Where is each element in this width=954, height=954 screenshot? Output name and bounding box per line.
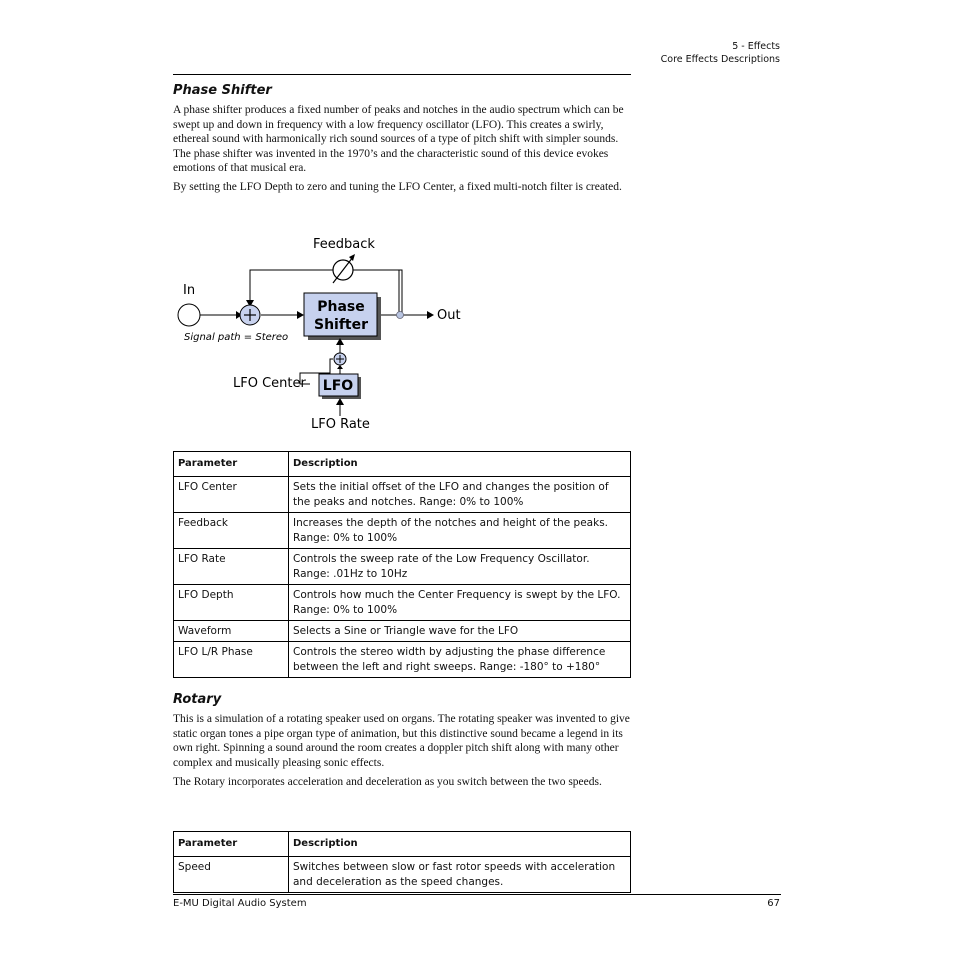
section-title-phase-shifter: Phase Shifter <box>173 83 272 98</box>
column-header-description: Description <box>289 832 631 857</box>
column-header-parameter: Parameter <box>174 452 289 477</box>
rotary-param-table <box>173 831 631 893</box>
table-row <box>174 585 631 621</box>
in-label: In <box>183 283 196 298</box>
header-chapter: 5 - Effects <box>732 41 780 52</box>
input-jack-icon <box>178 304 200 326</box>
footer-rule <box>173 894 781 895</box>
param-name: Speed <box>174 857 289 893</box>
param-name: LFO Center <box>174 477 289 513</box>
footer-title: E-MU Digital Audio System <box>173 898 307 909</box>
phase-shifter-param-table <box>173 451 631 678</box>
paragraph: This is a simulation of a rotating speaker used on organs. The rotating speaker was invented to give static organ tones a pipe organ type of animation, but this distinctive sound became a legend in its own right. Spinning a sound around the room creates a doppler pitch shift along with many other complex and musically pleasing sonic effects. <box>173 713 630 769</box>
paragraph: The Rotary incorporates acceleration and deceleration as you switch between the two speeds. <box>173 776 602 789</box>
column-header-parameter: Parameter <box>174 832 289 857</box>
table-row <box>174 549 631 585</box>
header-section: Core Effects Descriptions <box>660 54 780 65</box>
param-description: Sets the initial offset of the LFO and changes the position of the peaks and notches. Range: 0% to 100% <box>289 477 631 513</box>
paragraph: A phase shifter produces a fixed number of peaks and notches in the audio spectrum which can be swept up and down in frequency with a low frequency oscillator (LFO). This creates a swirly, ethereal sound with harmonically rich sound sources of a type of pitch shift with simpler sounds. The phase shifter was invented in the 1970’s and the characteristic sound of this device evokes emotions of that musical era. <box>173 104 624 175</box>
rotary-text <box>173 712 631 790</box>
lfo-block-label: LFO <box>322 378 354 394</box>
out-label: Out <box>437 308 461 323</box>
table-row <box>174 477 631 513</box>
param-description: Controls the stereo width by adjusting the phase difference between the left and right sweeps. Range: -180° to +180° <box>289 642 631 678</box>
lfo-rate-label: LFO Rate <box>311 417 370 432</box>
section-title-rotary: Rotary <box>173 692 222 707</box>
param-name: Feedback <box>174 513 289 549</box>
lfo-center-label: LFO Center <box>233 376 306 391</box>
table-row <box>174 513 631 549</box>
table-header-row <box>174 832 631 857</box>
table-header-row <box>174 452 631 477</box>
block-label-line1: Phase <box>317 299 365 315</box>
param-name: Waveform <box>174 621 289 642</box>
signal-path-label: Signal path = Stereo <box>184 332 289 343</box>
param-description: Controls the sweep rate of the Low Frequency Oscillator. Range: .01Hz to 10Hz <box>289 549 631 585</box>
paragraph: By setting the LFO Depth to zero and tuning the LFO Center, a fixed multi-notch filter is created. <box>173 180 622 193</box>
page-number: 67 <box>767 898 780 909</box>
block-label-line2: Shifter <box>313 317 369 333</box>
table-row <box>174 857 631 893</box>
param-description: Controls how much the Center Frequency is swept by the LFO. Range: 0% to 100% <box>289 585 631 621</box>
table-row <box>174 621 631 642</box>
table-row <box>174 642 631 678</box>
param-name: LFO L/R Phase <box>174 642 289 678</box>
column-header-description: Description <box>289 452 631 477</box>
param-description: Switches between slow or fast rotor speeds with acceleration and deceleration as the speed changes. <box>289 857 631 893</box>
param-name: LFO Depth <box>174 585 289 621</box>
feedback-label: Feedback <box>313 237 375 252</box>
param-description: Selects a Sine or Triangle wave for the LFO <box>289 621 631 642</box>
param-description: Increases the depth of the notches and height of the peaks. Range: 0% to 100% <box>289 513 631 549</box>
param-name: LFO Rate <box>174 549 289 585</box>
